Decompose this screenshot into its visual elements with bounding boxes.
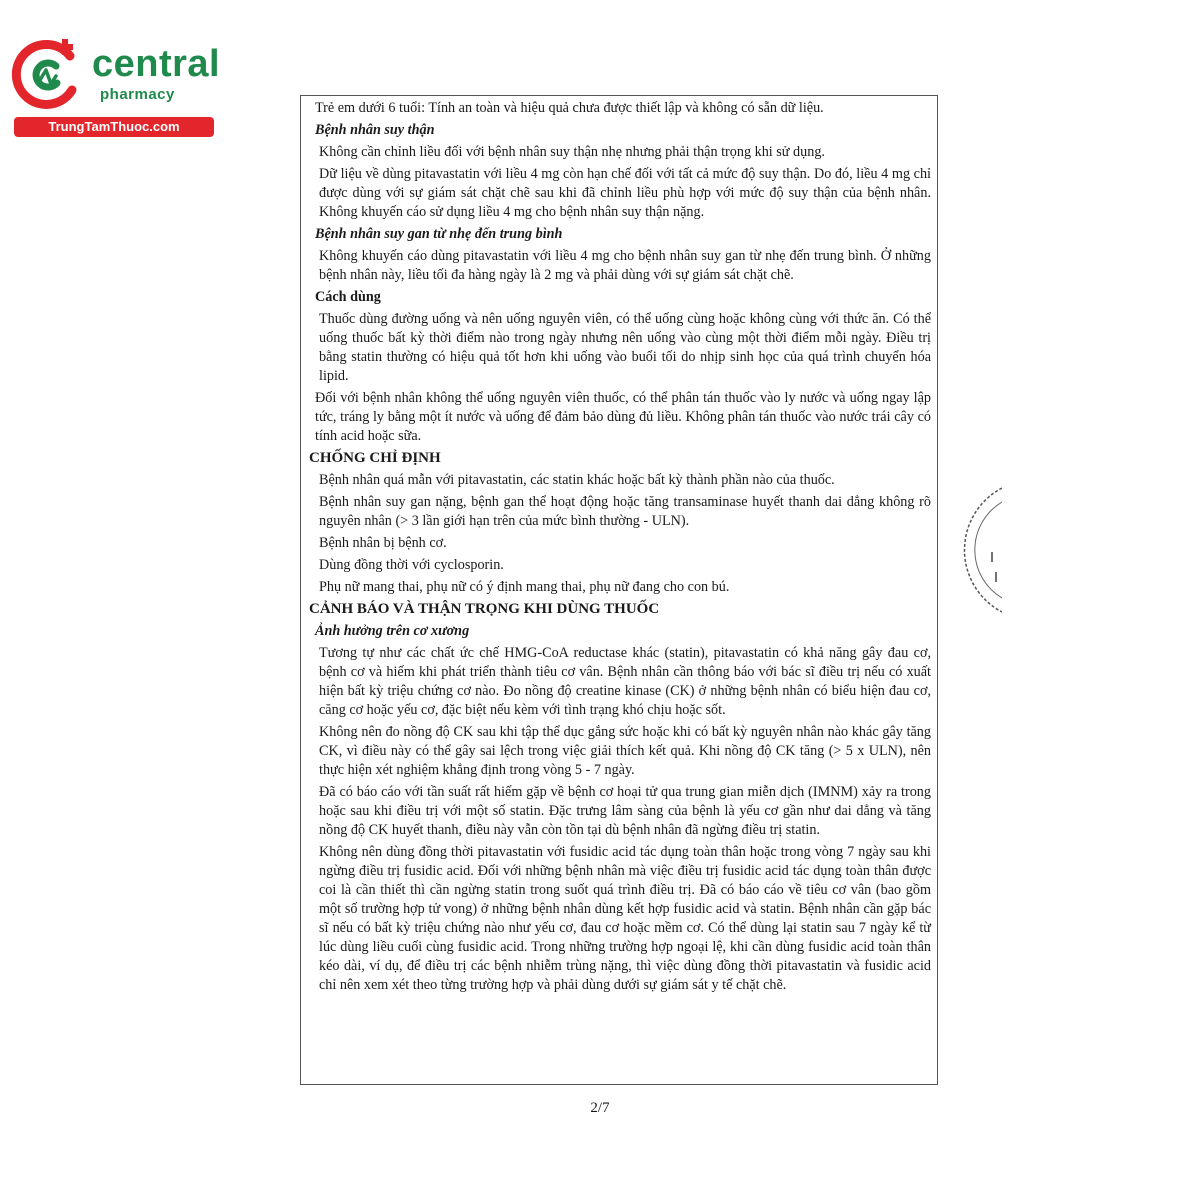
- contraindication-item: Bệnh nhân quá mẫn với pitavastatin, các statin khác hoặc bất kỳ thành phần nào của thuốc.: [319, 472, 835, 488]
- heading-contraindications: CHỐNG CHỈ ĐỊNH: [309, 450, 441, 466]
- paragraph-renal-2: Dữ liệu về dùng pitavastatin với liều 4 mg còn hạn chế đối với tất cả mức độ suy thận. Do đó, liều 4 mg chỉ được dùng với sự giám sát chặt chẽ sau khi đã chỉnh liều phù hợp với mức độ suy thận của bệnh nhân. Không khuyến cáo sử dụng liều 4 mg cho bệnh nhân suy thận nặng.: [319, 166, 931, 220]
- heading-administration: Cách dùng: [315, 289, 381, 305]
- paragraph-warning-3: Đã có báo cáo với tần suất rất hiếm gặp về bệnh cơ hoại tử qua trung gian miễn dịch (IMNM) xảy ra trong hoặc sau khi điều trị với một số statin. Đặc trưng lâm sàng của bệnh là yếu cơ gần như dai dẳng và tăng nồng độ CK huyết thanh, điều này vẫn còn tồn tại dù bệnh nhân đã ngừng điều trị statin.: [319, 784, 931, 838]
- document-page: [300, 95, 938, 1085]
- heading-renal: Bệnh nhân suy thận: [315, 122, 435, 138]
- paragraph-warning-4: Không nên dùng đồng thời pitavastatin với fusidic acid tác dụng toàn thân hoặc trong vòng 7 ngày sau khi ngừng điều trị fusidic acid. Đối với những bệnh nhân mà việc điều trị fusidic acid tác dụng toàn thân được coi là cần thiết thì cần ngừng statin trong suốt quá trình điều trị. Đã có báo cáo về tiêu cơ vân (bao gồm một số trường hợp tử vong) ở những bệnh nhân dùng kết hợp fusidic acid và statin. Bệnh nhân cần gặp bác sĩ nếu có bất kỳ triệu chứng nào như yếu cơ, đau cơ hoặc mềm cơ. Có thể dùng lại statin sau 7 ngày kể từ lúc dùng liều cuối cùng fusidic acid. Trong những trường hợp ngoại lệ, khi cần dùng fusidic acid toàn thân kéo dài, ví dụ, để điều trị các bệnh nhiễm trùng nặng, thì việc dùng đồng thời pitavastatin và fusidic acid chỉ nên xem xét theo từng trường hợp và phải dùng dưới sự giám sát y tế chặt chẽ.: [319, 844, 931, 993]
- contraindication-item: Phụ nữ mang thai, phụ nữ có ý định mang thai, phụ nữ đang cho con bú.: [319, 579, 730, 595]
- central-pharmacy-logo-icon: [10, 36, 86, 112]
- contraindication-item: Bệnh nhân suy gan nặng, bệnh gan thể hoạt động hoặc tăng transaminase huyết thanh dai dẳng không rõ nguyên nhân (> 3 lần giới hạn trên của mức bình thường - ULN).: [319, 494, 931, 529]
- paragraph-administration-1: Thuốc dùng đường uống và nên uống nguyên viên, có thể uống cùng hoặc không cùng với thức ăn. Có thể uống thuốc bất kỳ thời điểm nào trong ngày nhưng nên uống vào cùng một thời điểm mỗi ngày. Điều trị bằng statin thường có hiệu quả tốt hơn khi uống vào buổi tối do nhịp sinh học của quá trình chuyển hóa lipid.: [319, 311, 931, 384]
- paragraph-hepatic: Không khuyến cáo dùng pitavastatin với liều 4 mg cho bệnh nhân suy gan từ nhẹ đến trung bình. Ở những bệnh nhân này, liều tối đa hàng ngày là 2 mg và phải dùng với sự giám sát chặt chẽ.: [319, 248, 931, 283]
- paragraph-warning-2: Không nên đo nồng độ CK sau khi tập thể dục gắng sức hoặc khi có bất kỳ nguyên nhân nào khác gây tăng CK, vì điều này có thể gây sai lệch trong việc giải thích kết quả. Khi nồng độ CK tăng (> 5 x ULN), nên thực hiện xét nghiệm khẳng định trong vòng 5 - 7 ngày.: [319, 724, 931, 778]
- paragraph-children: Trẻ em dưới 6 tuổi: Tính an toàn và hiệu quả chưa được thiết lập và không có sẵn dữ liệu.: [315, 100, 824, 116]
- brand-website-badge: TrungTamThuoc.com: [14, 117, 214, 137]
- paragraph-administration-2: Đối với bệnh nhân không thể uống nguyên viên thuốc, có thể phân tán thuốc vào ly nước và uống ngay lập tức, tráng ly bằng một ít nước và uống để đảm bảo dùng đủ liều. Không phân tán thuốc vào nước trái cây có tính acid hoặc sữa.: [315, 390, 931, 444]
- partial-seal-stamp-icon: [962, 480, 1002, 620]
- heading-warnings: CẢNH BÁO VÀ THẬN TRỌNG KHI DÙNG THUỐC: [309, 601, 660, 617]
- contraindication-item: Dùng đồng thời với cyclosporin.: [319, 557, 504, 573]
- contraindication-item: Bệnh nhân bị bệnh cơ.: [319, 535, 447, 551]
- brand-subtitle: pharmacy: [100, 86, 175, 103]
- paragraph-renal-1: Không cần chỉnh liều đối với bệnh nhân suy thận nhẹ nhưng phải thận trọng khi sử dụng.: [319, 144, 825, 160]
- page-number: 2/7: [590, 1100, 610, 1116]
- heading-hepatic: Bệnh nhân suy gan từ nhẹ đến trung bình: [315, 226, 563, 242]
- paragraph-warning-1: Tương tự như các chất ức chế HMG-CoA reductase khác (statin), pitavastatin có khả năng gây đau cơ, bệnh cơ và hiếm khi phát triển thành tiêu cơ vân. Bệnh nhân cần thông báo với bác sĩ điều trị nếu có xuất hiện bất kỳ triệu chứng cơ nào. Đo nồng độ creatine kinase (CK) ở những bệnh nhân có biểu hiện đau cơ, căng cơ hoặc yếu cơ, đặc biệt nếu kèm với tình trạng khó chịu hoặc sốt.: [319, 645, 931, 718]
- brand-logo: [10, 36, 221, 136]
- brand-name: central: [92, 43, 221, 85]
- heading-musculoskeletal: Ảnh hưởng trên cơ xương: [315, 623, 470, 639]
